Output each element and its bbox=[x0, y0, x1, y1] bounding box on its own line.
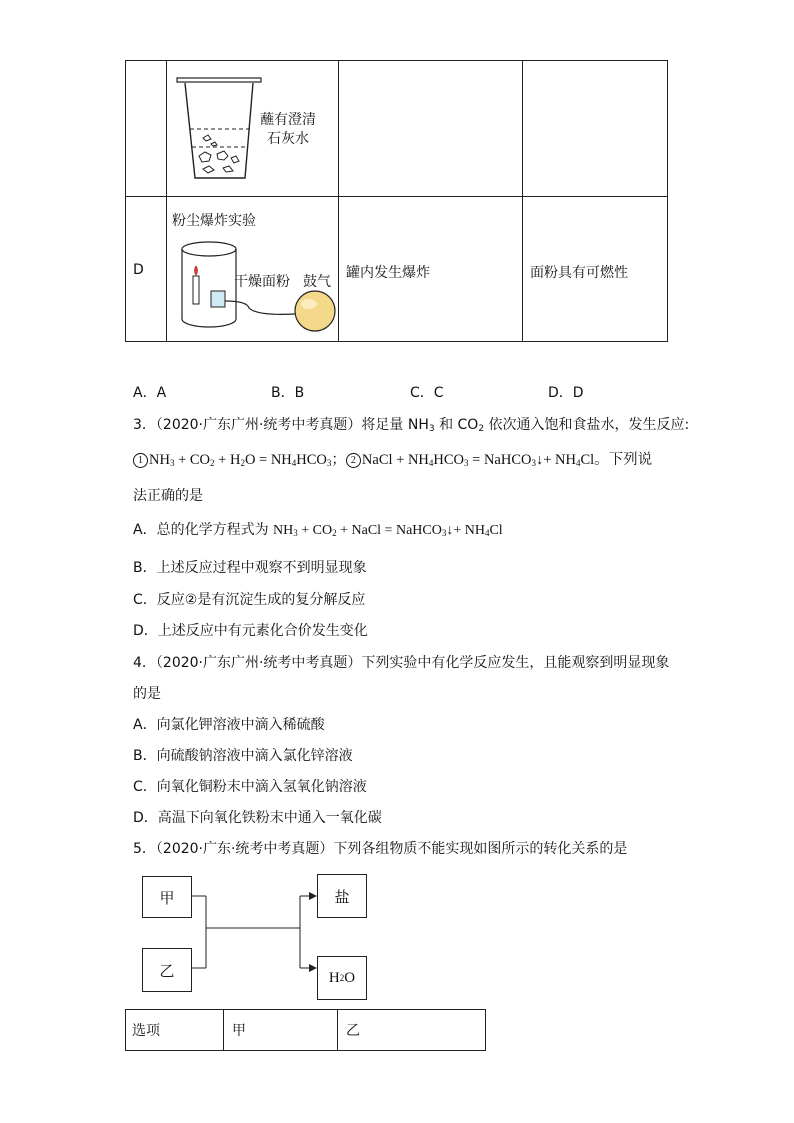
q5-stem: 5．（2020·广东·统考中考真题）下列各组物质不能实现如图所示的转化关系的是 bbox=[133, 841, 628, 857]
q5-header-yi: 乙 bbox=[346, 1023, 360, 1039]
q5-table-sep-2 bbox=[337, 1010, 338, 1050]
q3-option-c[interactable]: C．反应②是有沉淀生成的复分解反应 bbox=[133, 592, 366, 608]
flour-label: 干燥面粉 bbox=[234, 274, 290, 290]
q2-options bbox=[133, 382, 633, 402]
q2-option-a[interactable]: A．A bbox=[133, 385, 167, 401]
q5-table-sep-1 bbox=[223, 1010, 224, 1050]
table-row-divider bbox=[125, 196, 668, 197]
q3-stem: 3．（2020·广东广州·统考中考真题）将足量 $NH_3$ 和 $CO_2$ 依次通入饱和食盐水，发生反应: bbox=[133, 417, 690, 434]
table-col-divider-1 bbox=[166, 60, 167, 342]
q4-option-b[interactable]: B．向硫酸钠溶液中滴入氯化锌溶液 bbox=[133, 748, 353, 764]
box-jia: 甲 bbox=[142, 876, 192, 918]
lime-water-label-line1: 蘸有澄清 bbox=[260, 112, 316, 128]
q4-option-c[interactable]: C．向氧化铜粉末中滴入氢氧化钠溶液 bbox=[133, 779, 367, 795]
q2-option-b[interactable]: B．B bbox=[271, 385, 305, 401]
box-yi: 乙 bbox=[142, 948, 192, 992]
box-salt: 盐 bbox=[317, 874, 367, 918]
experiment-table bbox=[125, 60, 668, 342]
table-border-top bbox=[125, 60, 668, 61]
lime-water-label-line2: 石灰水 bbox=[267, 131, 309, 147]
table-col-divider-3 bbox=[522, 60, 523, 342]
q3-option-d[interactable]: D．上述反应中有元素化合价发生变化 bbox=[133, 623, 368, 639]
q3-stem-end: 法正确的是 bbox=[133, 488, 203, 504]
table-border-bottom bbox=[125, 341, 668, 342]
table-border-right bbox=[667, 60, 668, 342]
q3-reactions: 1 $NH_3 + CO_2 + H_2O = NH_4HCO_3$； 2 NaCl + $NH_4HCO_3$ = NaHCO$_3$↓+ $NH_4Cl$。下列说 bbox=[133, 448, 652, 469]
q4-option-a[interactable]: A．向氯化钾溶液中滴入稀硫酸 bbox=[133, 717, 325, 733]
phenomenon-text: 罐内发生爆炸 bbox=[346, 265, 430, 281]
q5-options-table bbox=[125, 1009, 486, 1051]
air-pump-label: 鼓气 bbox=[303, 274, 331, 290]
box-water: H 2 O bbox=[317, 956, 367, 1000]
q3-option-a[interactable]: A．总的化学方程式为 $NH_3 + CO_2$ + NaCl = NaHCO$_3$↓+ $NH_4Cl$ bbox=[133, 522, 503, 538]
q4-stem-line2: 的是 bbox=[133, 686, 161, 702]
q4-stem-line1: 4．（2020·广东广州·统考中考真题）下列实验中有化学反应发生，且能观察到明显现象 bbox=[133, 655, 670, 671]
q2-option-d[interactable]: D．D bbox=[548, 385, 584, 401]
table-border-left bbox=[125, 60, 126, 342]
q2-option-c[interactable]: C．C bbox=[410, 385, 444, 401]
conclusion-text: 面粉具有可燃性 bbox=[530, 265, 628, 281]
q5-header-option: 选项 bbox=[132, 1023, 160, 1039]
q5-header-jia: 甲 bbox=[232, 1023, 246, 1039]
q3-option-b[interactable]: B．上述反应过程中观察不到明显现象 bbox=[133, 560, 367, 576]
dust-explosion-title: 粉尘爆炸实验 bbox=[172, 213, 256, 229]
q4-option-d[interactable]: D．高温下向氧化铁粉末中通入一氧化碳 bbox=[133, 810, 382, 826]
option-d-label: D bbox=[133, 262, 144, 278]
